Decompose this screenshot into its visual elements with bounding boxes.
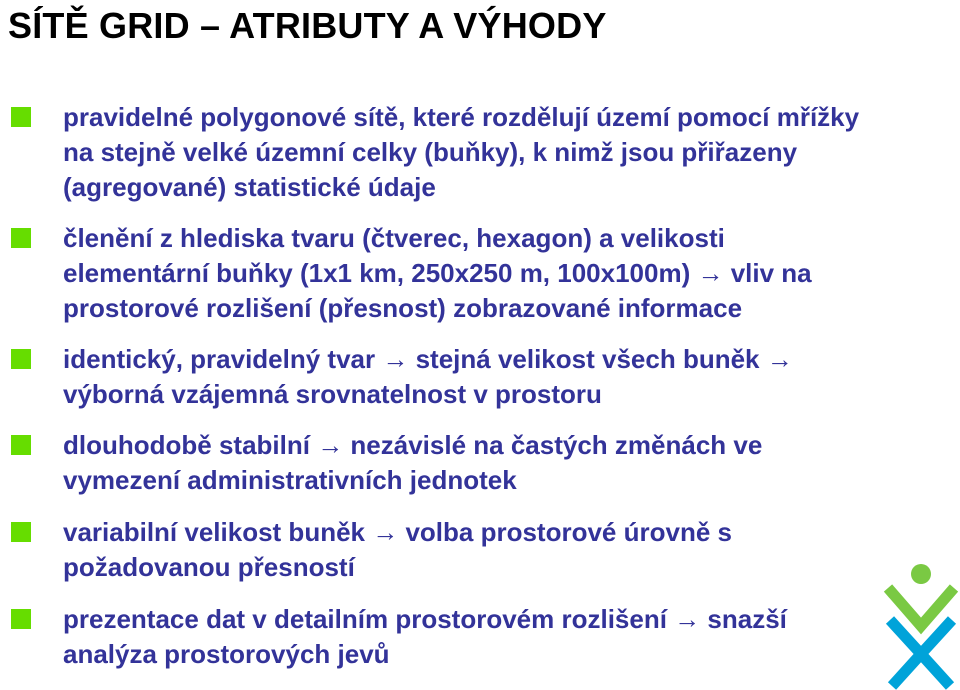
bullet-text: dlouhodobě stabilní → nezávislé na častých změnách ve vymezení administrativních jednotek (63, 430, 763, 495)
bullet-text: členění z hlediska tvaru (čtverec, hexagon) a velikosti elementární buňky (1x1 km, 250x250 m, 100x100m) → vliv na prostorové rozlišení (přesnost) zobrazované informace (63, 223, 812, 323)
square-bullet-icon (11, 609, 31, 629)
square-bullet-icon (11, 107, 31, 127)
square-bullet-icon (11, 349, 31, 369)
square-bullet-icon (11, 228, 31, 248)
slide-title: SÍTĚ GRID – ATRIBUTY A VÝHODY (8, 5, 607, 46)
bullet-text: prezentace dat v detailním prostorovém rozlišení → snazší analýza prostorových jevů (63, 604, 787, 669)
bullet-text: identický, pravidelný tvar → stejná velikost všech buněk → výborná vzájemná srovnatelnost v prostoru (63, 344, 793, 409)
person-figure-logo-icon (882, 562, 960, 690)
square-bullet-icon (11, 435, 31, 455)
square-bullet-icon (11, 522, 31, 542)
bullet-text: variabilní velikost buněk → volba prostorové úrovně s požadovanou přesností (63, 517, 732, 582)
bullet-text: pravidelné polygonové sítě, které rozdělují území pomocí mřížky na stejně velké územní celky (buňky), k nimž jsou přiřazeny (agregované) statistické údaje (63, 102, 860, 202)
